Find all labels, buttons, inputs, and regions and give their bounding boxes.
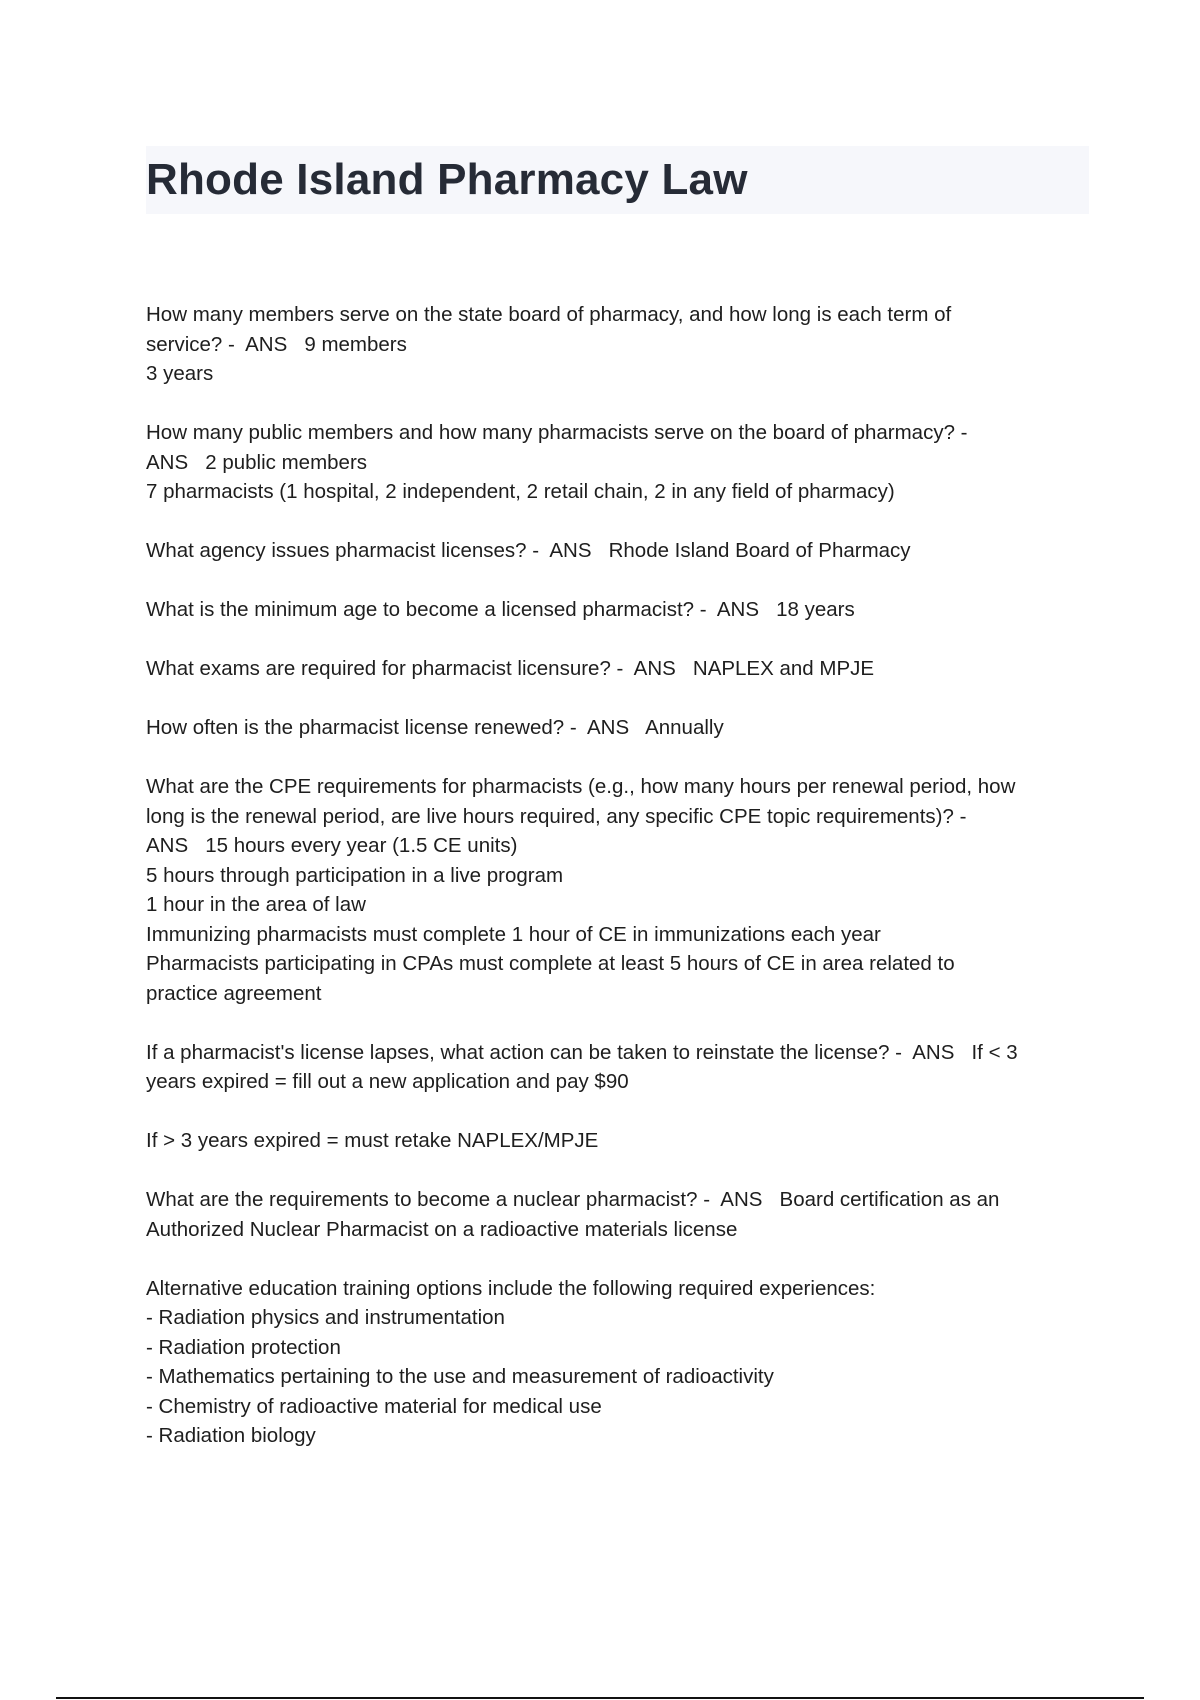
qa-text: [146, 772, 1096, 1008]
qa-item: [146, 1274, 1096, 1451]
bullet-item: - Mathematics pertaining to the use and measurement of radioactivity: [146, 1365, 774, 1388]
bullet-item: - Radiation physics and instrumentation: [146, 1306, 505, 1329]
bottom-rule: [56, 1697, 1144, 1699]
qa-text: [146, 595, 1096, 625]
qa-item: [146, 418, 1096, 507]
text-line: Alternative education training options include the following required experiences:: [146, 1276, 876, 1300]
qa-text: [146, 536, 1096, 566]
text-line: 5 hours through participation in a live program: [146, 863, 564, 887]
text-line: long is the renewal period, are live hours required, any specific CPE topic requirements)? -: [146, 804, 967, 828]
qa-item: [146, 1038, 1096, 1097]
qa-item: [146, 654, 1096, 684]
text-line: What agency issues pharmacist licenses? - ANS Rhode Island Board of Pharmacy: [146, 539, 911, 562]
text-line: 3 years: [146, 362, 214, 385]
text-line: service? - ANS 9 members: [146, 332, 407, 356]
text-line: practice agreement: [146, 981, 322, 1005]
qa-text: [146, 300, 1096, 389]
text-line: ANS 2 public members: [146, 450, 368, 474]
qa-text: [146, 713, 1096, 743]
text-line: What exams are required for pharmacist licensure? - ANS NAPLEX and MPJE: [146, 657, 875, 680]
qa-item: [146, 772, 1096, 1008]
text-line: If > 3 years expired = must retake NAPLEX/MPJE: [146, 1129, 599, 1152]
qa-item: [146, 713, 1096, 743]
text-line: How many members serve on the state board of pharmacy, and how long is each term of: [146, 303, 952, 326]
text-line: 1 hour in the area of law: [146, 893, 366, 916]
document-title: Rhode Island Pharmacy Law: [146, 155, 748, 204]
document-body: [146, 300, 1096, 1480]
text-line: How many public members and how many pharmacists serve on the board of pharmacy? -: [146, 421, 968, 444]
qa-text: [146, 654, 1096, 684]
qa-item: [146, 1126, 1096, 1156]
text-line: How often is the pharmacist license renewed? - ANS Annually: [146, 716, 724, 739]
qa-item: [146, 595, 1096, 625]
qa-text: [146, 1185, 1096, 1244]
qa-item: [146, 300, 1096, 389]
qa-item: [146, 1185, 1096, 1244]
qa-item: [146, 536, 1096, 566]
text-line: What are the requirements to become a nuclear pharmacist? - ANS Board certification as an: [146, 1188, 1000, 1211]
qa-text: [146, 1274, 1096, 1451]
text-line: If a pharmacist's license lapses, what action can be taken to reinstate the license? - ANS If < 3: [146, 1040, 1018, 1064]
bullet-item: - Radiation protection: [146, 1335, 341, 1359]
text-line: Authorized Nuclear Pharmacist on a radioactive materials license: [146, 1217, 738, 1241]
text-line: What is the minimum age to become a licensed pharmacist? - ANS 18 years: [146, 598, 855, 621]
bullet-item: - Chemistry of radioactive material for medical use: [146, 1394, 602, 1418]
text-line: What are the CPE requirements for pharmacists (e.g., how many hours per renewal period, how: [146, 775, 1016, 798]
qa-text: [146, 1038, 1096, 1097]
text-line: 7 pharmacists (1 hospital, 2 independent, 2 retail chain, 2 in any field of pharmacy): [146, 480, 895, 503]
text-line: Pharmacists participating in CPAs must complete at least 5 hours of CE in area related to: [146, 952, 955, 975]
text-line: ANS 15 hours every year (1.5 CE units): [146, 834, 518, 857]
bullet-item: - Radiation biology: [146, 1424, 316, 1447]
qa-text: [146, 1126, 1096, 1156]
text-line: Immunizing pharmacists must complete 1 hour of CE in immunizations each year: [146, 922, 881, 946]
text-line: years expired = fill out a new application and pay $90: [146, 1070, 629, 1093]
qa-text: [146, 418, 1096, 507]
